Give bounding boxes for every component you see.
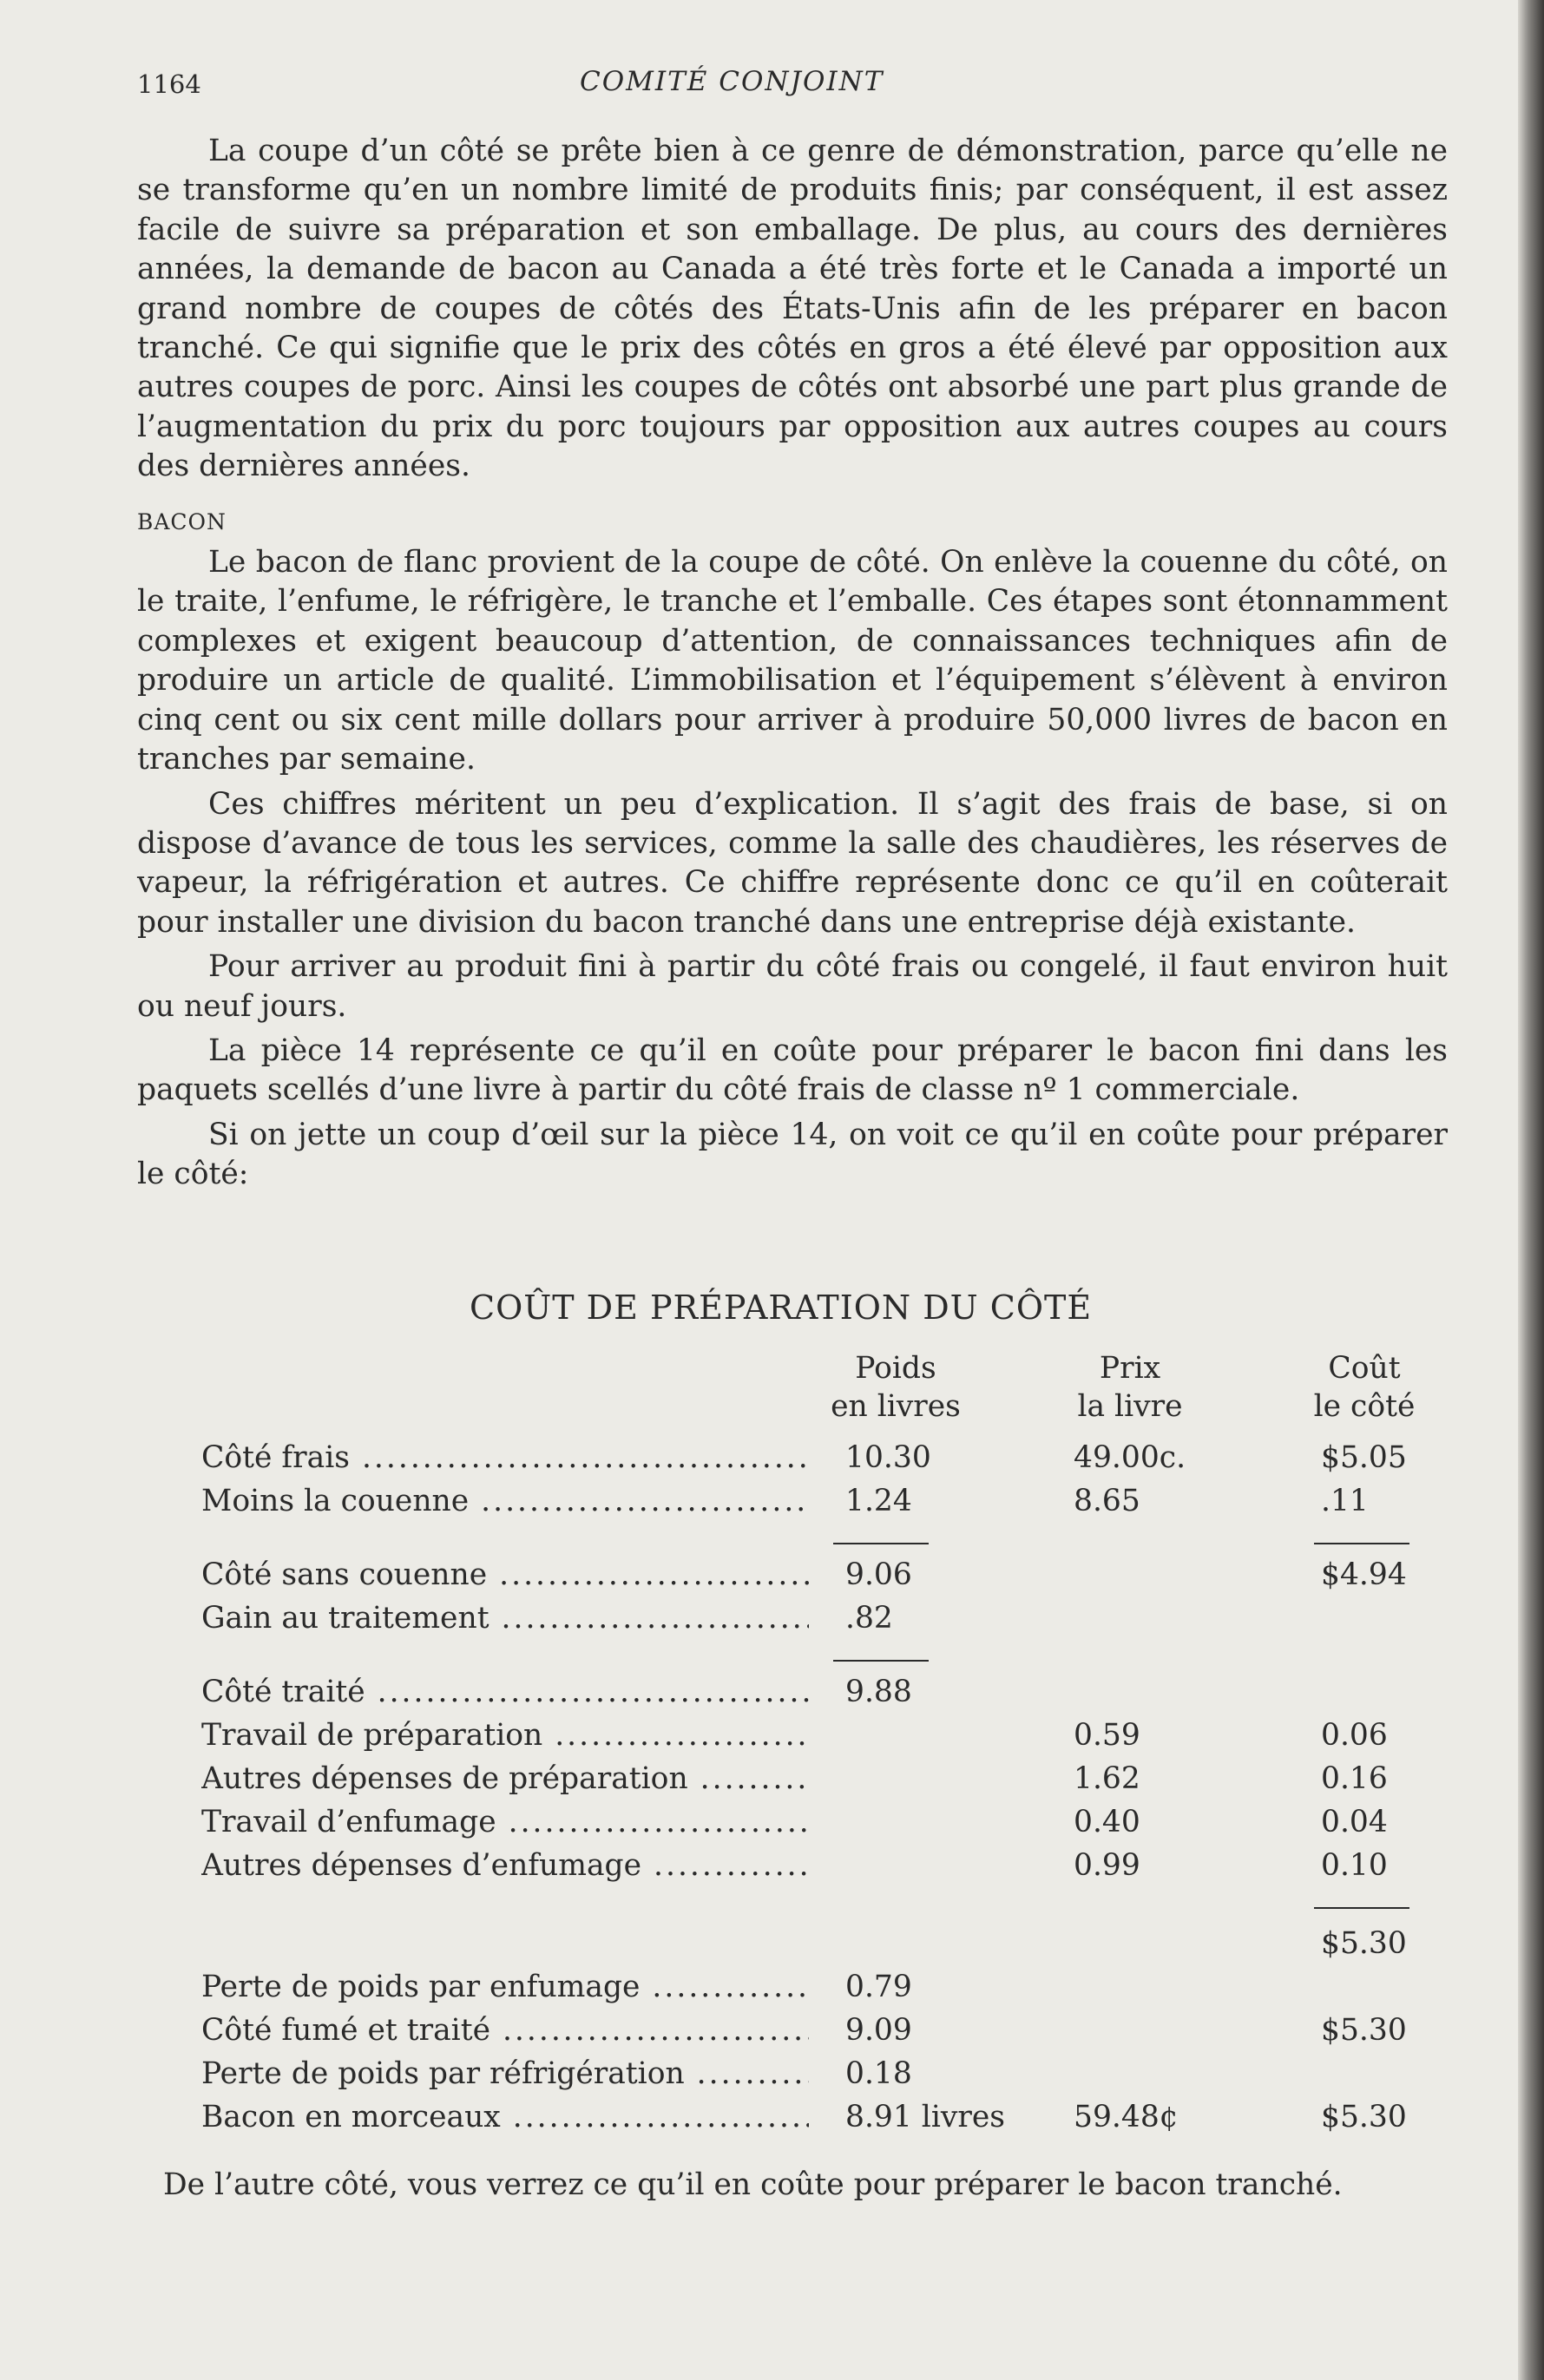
- rule-weight-treated: [833, 1660, 929, 1662]
- table-row: Autres dépenses d’enfumage ..... 0.99 0.10: [201, 1848, 1416, 1888]
- paragraph-bacon-5: Si on jette un coup d’œil sur la pièce 14, on voit ce qu’il en coûte pour préparer le côté:: [137, 1117, 1448, 1192]
- closing-sentence: De l’autre côté, vous verrez ce qu’il en coûte pour préparer le bacon tranché.: [163, 2167, 1343, 2202]
- table-row: Côté frais ..... 10.30 49.00c. $5.05: [201, 1440, 1416, 1480]
- column-header-price: Prix la livre: [1077, 1351, 1183, 1424]
- running-title: COMITÉ CONJOINT: [580, 66, 884, 97]
- table-row: Côté traité ..... 9.88: [201, 1675, 1416, 1715]
- table-row: Travail de préparation ..... 0.59 0.06: [201, 1718, 1416, 1758]
- table-row-subtotal: $5.30: [1321, 1926, 1407, 1961]
- rule-weight-subtotal: [833, 1543, 929, 1544]
- paragraph-intro: La coupe d’un côté se prête bien à ce genre de démonstration, parce qu’elle ne se transforme qu’en un nombre limité de produits finis; par conséquent, il est assez facile de suivre sa préparation et son emballage. De plus, au cours des dernières années, la demande de bacon au Canada a été très forte et le Canada a importé un grand nombre de coupes de côtés des États-Unis afin de les préparer en bacon tranché. Ce qui signifie que le prix des côtés en gros a été élevé par opposition aux autres coupes de porc. Ainsi les coupes de côtés ont absorbé une part plus grande de l’augmentation du prix du porc toujours par opposition aux autres coupes au cours des dernières années.: [137, 134, 1448, 484]
- paragraph-bacon-2: Ces chiffres méritent un peu d’explication. Il s’agit des frais de base, si on dispose d’avance de tous les services, comme la salle des chaudières, les réserves de vapeur, la réfrigération et autres. Ce chiffre représente donc ce qu’il en coûterait pour installer une division du bacon tranché dans une entreprise déjà existante.: [137, 786, 1448, 940]
- page-header: [137, 62, 1448, 106]
- rule-cost-subtotal: [1314, 1543, 1409, 1544]
- page-number: 1164: [137, 69, 201, 99]
- paragraph-bacon-1: Le bacon de flanc provient de la coupe de côté. On enlève la couenne du côté, on le traite, l’enfume, le réfrigère, le tranche et l’emballe. Ces étapes sont étonnamment complexes et exigent beaucoup d’attention, de connaissances techniques afin de produire un article de qualité. L’immobilisation et l’équipement s’élèvent à environ cinq cent ou six cent mille dollars pour arriver à produire 50,000 livres de bacon en tranches par semaine.: [137, 545, 1448, 777]
- section-label-bacon: BACON: [137, 508, 227, 534]
- table-row: Travail d’enfumage ..... 0.40 0.04: [201, 1805, 1416, 1845]
- table-row: Autres dépenses de préparation ..... 1.62 0.16: [201, 1761, 1416, 1801]
- table-row: Perte de poids par enfumage ..... 0.79: [201, 1970, 1416, 2010]
- table-row: Côté fumé et traité ..... 9.09 $5.30: [201, 2013, 1416, 2053]
- rule-cost-total: [1314, 1907, 1409, 1909]
- table-row: Perte de poids par réfrigération ..... 0.18: [201, 2056, 1416, 2096]
- paragraph-bacon-3: Pour arriver au produit fini à partir du côté frais ou congelé, il faut environ huit ou neuf jours.: [137, 949, 1448, 1024]
- table-row: Bacon en morceaux ..... 8.91 livres 59.48¢ $5.30: [201, 2100, 1416, 2140]
- table-row: Moins la couenne ..... 1.24 8.65 .11: [201, 1484, 1416, 1524]
- page-binding-edge: [1518, 0, 1544, 2380]
- paragraph-bacon-4: La pièce 14 représente ce qu’il en coûte pour préparer le bacon fini dans les paquets scellés d’une livre à partir du côté frais de classe nº 1 commerciale.: [137, 1033, 1448, 1108]
- body-text: [137, 132, 1448, 1200]
- table-row: Côté sans couenne ..... 9.06 $4.94: [201, 1557, 1416, 1597]
- column-header-weight: Poids en livres: [831, 1351, 961, 1424]
- cost-table: [201, 1349, 1416, 2147]
- table-title: COÛT DE PRÉPARATION DU CÔTÉ: [470, 1288, 1093, 1327]
- table-row: Gain au traitement ..... .82: [201, 1601, 1416, 1641]
- column-header-cost: Coût le côté: [1313, 1351, 1416, 1424]
